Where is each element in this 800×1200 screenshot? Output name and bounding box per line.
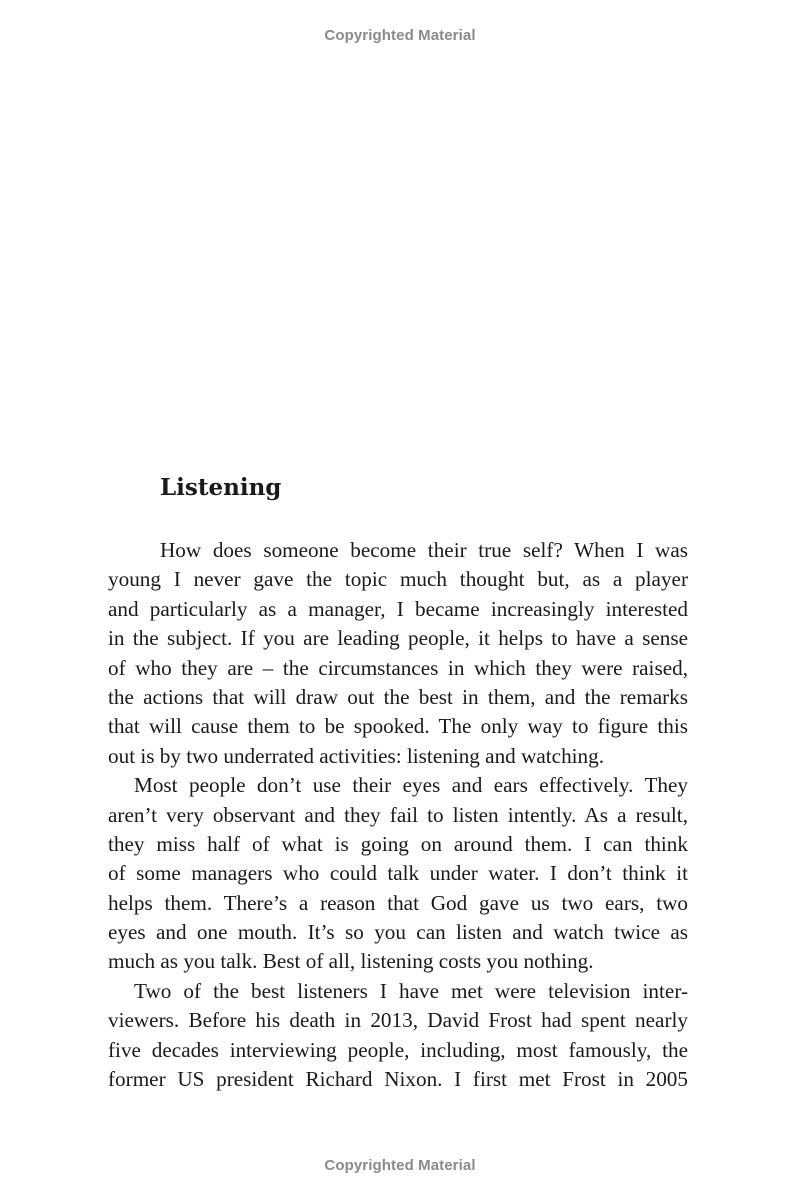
paragraph (108, 977, 688, 1095)
text-line: How does someone become their true self? When I was (160, 538, 688, 562)
text-line: in the subject. If you are leading people, it helps to have a sense (108, 626, 688, 651)
paragraph (108, 771, 688, 977)
text-line: of some managers who could talk under water. I don’t think it (108, 861, 688, 886)
text-line: the actions that will draw out the best in them, and the remarks (108, 684, 688, 709)
text-line: Two of the best listeners I have met were television inter- (134, 978, 688, 1003)
text-line: five decades interviewing people, including, most famously, the (108, 1037, 688, 1062)
paragraph (108, 536, 688, 771)
body-text (108, 536, 688, 1094)
text-line: that will cause them to be spooked. The only way to figure this (108, 714, 688, 739)
text-line: eyes and one mouth. It’s so you can listen and watch twice as (108, 920, 688, 945)
text-line: helps them. There’s a reason that God gave us two ears, two (108, 890, 688, 915)
text-line: much as you talk. Best of all, listening costs you nothing. (108, 949, 594, 974)
text-line: young I never gave the topic much thought but, as a player (108, 567, 688, 592)
text-line: and particularly as a manager, I became increasingly interested (108, 596, 688, 621)
text-line: aren’t very observant and they fail to listen intently. As a result, (108, 802, 688, 827)
copyright-watermark-bottom: Copyrighted Material (324, 1157, 476, 1174)
text-line: out is by two underrated activities: listening and watching. (108, 743, 605, 768)
text-line: viewers. Before his death in 2013, David Frost had spent nearly (108, 1008, 688, 1033)
text-line: former US president Richard Nixon. I first met Frost in 2005 (108, 1067, 688, 1092)
copyright-watermark-top: Copyrighted Material (324, 27, 476, 44)
text-line: of who they are – the circumstances in which they were raised, (108, 655, 688, 680)
section-heading: Listening (160, 474, 282, 501)
text-line: Most people don’t use their eyes and ears effectively. They (134, 773, 688, 798)
text-line: they miss half of what is going on around them. I can think (108, 831, 688, 856)
